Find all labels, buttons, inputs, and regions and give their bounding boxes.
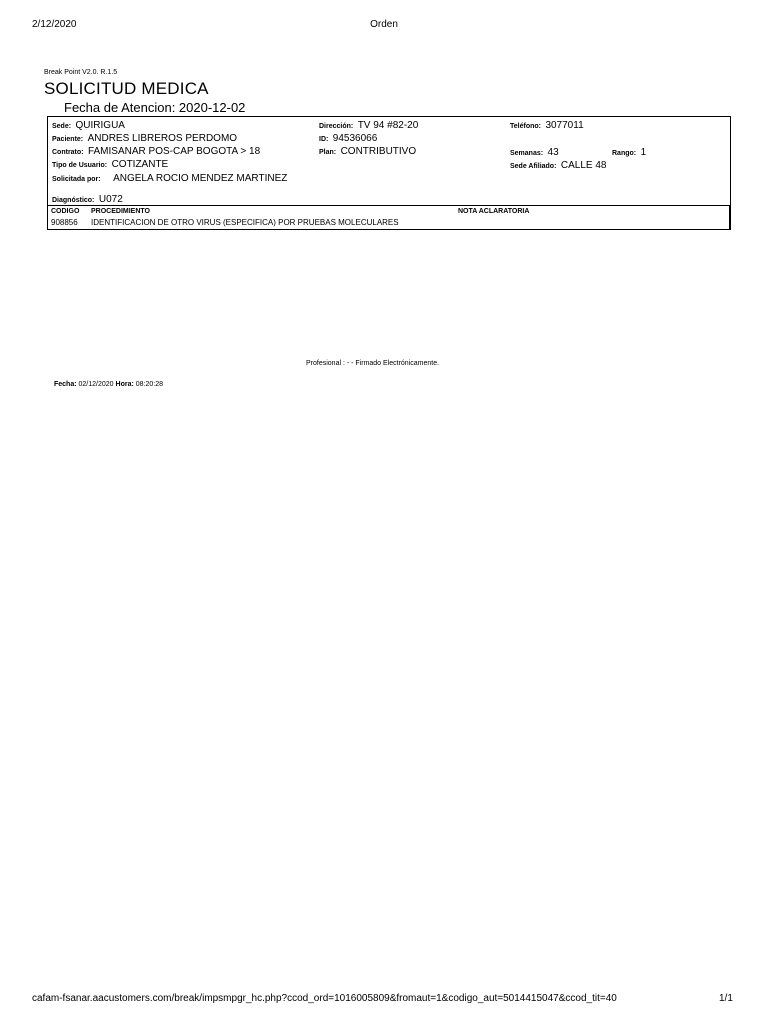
document-title: SOLICITUD MEDICA [44,79,209,98]
software-version: Break Point V2.0. R.1.5 [44,69,118,76]
paciente-value: ANDRES LIBREROS PERDOMO [87,133,238,144]
tipo-usuario-label: Tipo de Usuario: [52,162,108,169]
id-label: ID: [319,136,329,143]
semanas-value: 43 [547,147,559,158]
fecha-value: 02/12/2020 [78,381,114,388]
id-value: 94536066 [332,133,378,144]
solicitada-por-label: Solicitada por: [52,176,101,183]
fecha-label: Fecha: [54,381,77,388]
hora-value: 08:20:28 [135,381,163,388]
diagnostico-field [52,192,123,207]
rango-field [612,145,646,160]
contrato-value: FAMISANAR POS-CAP BOGOTA > 18 [87,146,261,157]
solicitada-por-field [52,171,287,186]
contrato-label: Contrato: [52,149,84,156]
page-url: cafam-fsanar.aacustomers.com/break/impsmpgr_hc.php?ccod_ord=1016005809&fromaut=1&codigo_aut=5014415047&ccod_tit=40 [32,993,617,1004]
sede-afiliado-value: CALLE 48 [560,160,607,171]
col-header-codigo: CODIGO [51,208,80,215]
signature-line: Profesional : - - Firmado Electrónicamente. [306,360,440,367]
diagnostico-value: U072 [98,194,123,205]
attention-date: Fecha de Atencion: 2020-12-02 [64,100,246,115]
sede-value: QUIRIGUA [75,120,125,131]
rango-value: 1 [640,147,647,158]
sede-afiliado-field [510,158,606,173]
page-number: 1/1 [719,993,733,1004]
sede-label: Sede: [52,123,72,130]
col-header-procedimiento: PROCEDIMIENTO [91,208,150,215]
row-procedimiento: IDENTIFICACION DE OTRO VIRUS (ESPECIFICA) POR PRUEBAS MOLECULARES [91,218,399,227]
procedures-table [47,206,731,230]
telefono-field [510,118,584,133]
sede-afiliado-label: Sede Afiliado: [510,163,557,170]
plan-field [319,144,416,159]
patient-info-box [47,116,731,206]
footer-timestamp [54,381,163,388]
row-codigo: 908856 [51,218,78,227]
plan-label: Plan: [319,149,337,156]
semanas-label: Semanas: [510,150,544,157]
col-header-nota: NOTA ACLARATORIA [458,208,530,215]
hora-label: Hora: [115,381,134,388]
tipo-usuario-value: COTIZANTE [111,159,169,170]
telefono-label: Teléfono: [510,123,541,130]
solicitada-por-value: ANGELA ROCIO MENDEZ MARTINEZ [113,173,288,184]
direccion-value: TV 94 #82-20 [357,120,419,131]
rango-label: Rango: [612,150,637,157]
telefono-value: 3077011 [545,120,584,131]
plan-value: CONTRIBUTIVO [340,146,417,157]
print-date: 2/12/2020 [32,19,77,30]
diagnostico-label: Diagnóstico: [52,197,95,204]
direccion-label: Dirección: [319,123,354,130]
print-page-title: Orden [370,19,398,30]
paciente-label: Paciente: [52,136,84,143]
tipo-usuario-field [52,157,168,172]
